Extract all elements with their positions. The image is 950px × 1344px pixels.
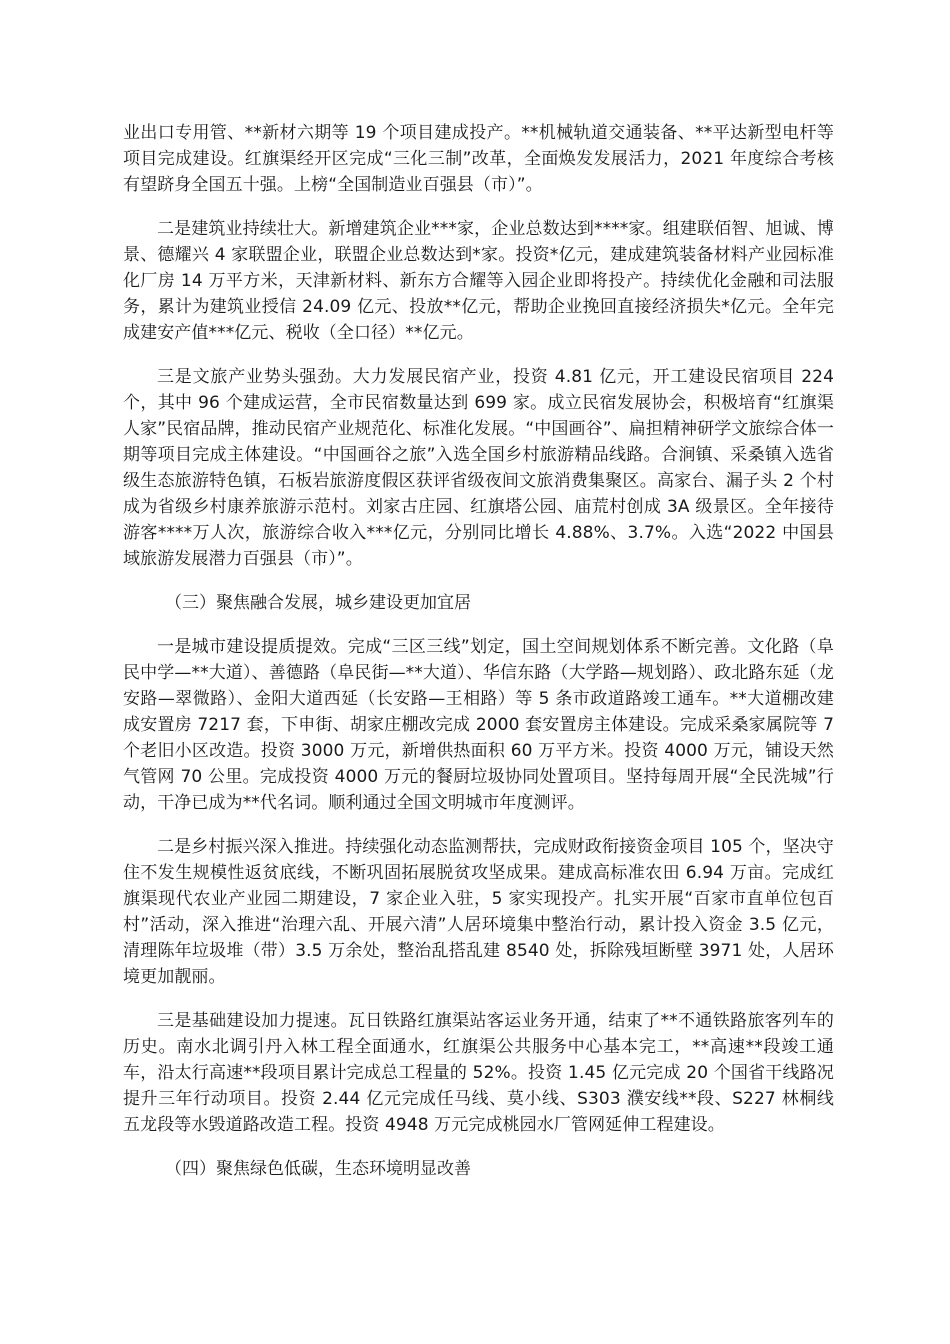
paragraph-construction-industry: 二是建筑业持续壮大。新增建筑企业***家，企业总数达到****家。组建联佰智、旭诚、博景、德耀兴 4 家联盟企业，联盟企业总数达到*家。投资*亿元，建成建筑装备材料产业园标准化厂房 14 万平方米，天津新材料、新东方合耀等入园企业即将投产。持续优化金融和司法服务，累计为建筑业授信 24.09 亿元、投放**亿元，帮助企业挽回直接经济损失*亿元。全年完成建安产值***亿元、税收（全口径）**亿元。 (123, 219, 834, 343)
paragraph-culture-tourism: 三是文旅产业势头强劲。大力发展民宿产业，投资 4.81 亿元，开工建设民宿项目 224 个，其中 96 个建成运营，全市民宿数量达到 699 家。成立民宿发展协会，积极培育“红旗渠人家”民宿品牌，推动民宿产业规范化、标准化发展。“中国画谷”、扁担精神研学文旅综合体一期等项目完成主体建设。“中国画谷之旅”入选全国乡村旅游精品线路。合涧镇、采桑镇入选省级生态旅游特色镇，石板岩旅游度假区获评省级夜间文旅消费集聚区。高家台、漏子头 2 个村成为省级乡村康养旅游示范村。刘家古庄园、红旗塔公园、庙荒村创成 3A 级景区。全年接待游客****万人次，旅游综合收入***亿元，分别同比增长 4.88%、3.7%。入选“2022 中国县域旅游发展潜力百强县（市）”。 (123, 367, 834, 569)
paragraph-industry-export: 业出口专用管、**新材六期等 19 个项目建成投产。**机械轨道交通装备、**平达新型电杆等项目完成建设。红旗渠经开区完成“三化三制”改革，全面焕发发展活力，2021 年度综合考核有望跻身全国五十强。上榜“全国制造业百强县（市）”。 (123, 123, 834, 195)
paragraph-rural-revitalization: 二是乡村振兴深入推进。持续强化动态监测帮扶，完成财政衔接资金项目 105 个，坚决守住不发生规模性返贫底线，不断巩固拓展脱贫攻坚成果。建成高标准农田 6.94 万亩。完成红旗渠现代农业产业园二期建设，7 家企业入驻，5 家实现投产。扎实开展“百家市直单位包百村”活动，深入推进“治理六乱、开展六清”人居环境集中整治行动，累计投入资金 3.5 亿元，清理陈年垃圾堆（带）3.5 万余处，整治乱搭乱建 8540 处，拆除残垣断壁 3971 处，人居环境更加靓丽。 (123, 837, 834, 987)
paragraph-infrastructure: 三是基础建设加力提速。瓦日铁路红旗渠站客运业务开通，结束了**不通铁路旅客列车的历史。南水北调引丹入林工程全面通水，红旗渠公共服务中心基本完工，**高速**段竣工通车，沿太行高速**段项目累计完成总工程量的 52%。投资 1.45 亿元完成 20 个国省干线路况提升三年行动项目。投资 2.44 亿元完成任马线、莫小线、S303 濮安线**段、S227 林桐线五龙段等水毁道路改造工程。投资 4948 万元完成桃园水厂管网延伸工程建设。 (123, 1011, 834, 1135)
paragraph-city-construction: 一是城市建设提质提效。完成“三区三线”划定，国土空间规划体系不断完善。文化路（阜民中学—**大道）、善德路（阜民街—**大道）、华信东路（大学路—规划路）、政北路东延（龙安路—翠微路）、金阳大道西延（长安路—王相路）等 5 条市政道路竣工通车。**大道棚改建成安置房 7217 套，下申街、胡家庄棚改完成 2000 套安置房主体建设。完成采桑家属院等 7 个老旧小区改造。投资 3000 万元，新增供热面积 60 万平方米。投资 4000 万元，铺设天然气管网 70 公里。完成投资 4000 万元的餐厨垃圾协同处置项目。坚持每周开展“全民洗城”行动，干净已成为**代名词。顺利通过全国文明城市年度测评。 (123, 637, 834, 813)
section-heading-green-lowcarbon: （四）聚焦绿色低碳，生态环境明显改善 (165, 1159, 471, 1179)
section-heading-urban-rural: （三）聚焦融合发展，城乡建设更加宜居 (165, 593, 471, 613)
document-page (123, 120, 834, 1200)
